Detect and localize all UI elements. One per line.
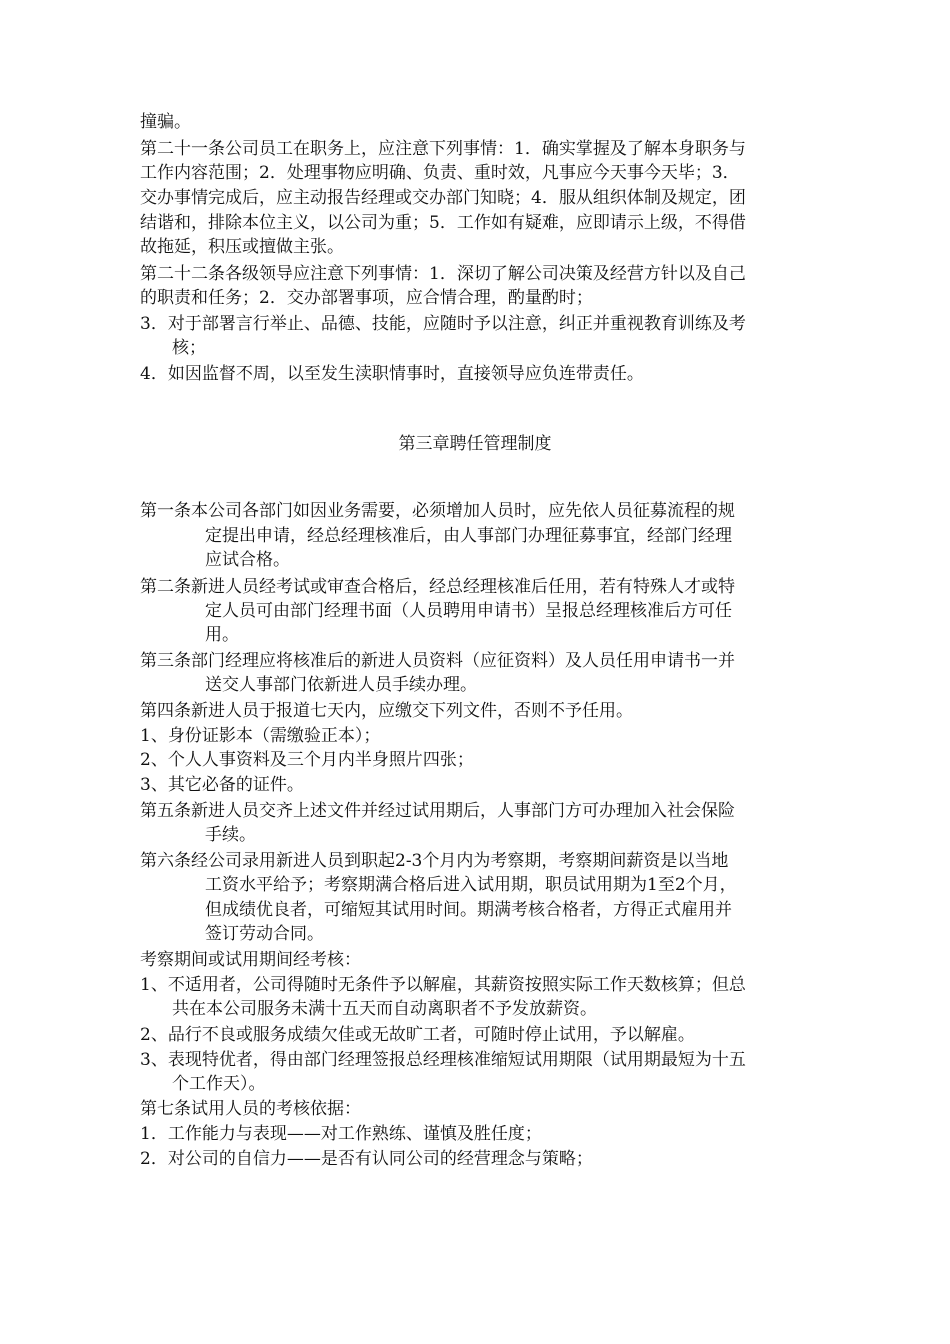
- text-line: 第二十一条公司员工在职务上，应注意下列事情：1．确实掌握及了解本身职务与: [140, 139, 746, 159]
- text-line: 1、身份证影本（需缴验正本）；: [140, 726, 381, 746]
- text-line: 1．工作能力与表现——对工作熟练、谨慎及胜任度；: [140, 1124, 542, 1144]
- chapter-title: 第三章聘任管理制度: [398, 434, 552, 454]
- text-line: 工作内容范围；2．处理事物应明确、负责、重时效，凡事应今天事今天毕；3．: [140, 163, 740, 183]
- text-line: 结谐和，排除本位主义，以公司为重；5．工作如有疑难，应即请示上级，不得借: [140, 213, 746, 233]
- text-line: 应试合格。: [205, 550, 290, 570]
- text-line: 送交人事部门依新进人员手续办理。: [205, 675, 477, 695]
- text-line: 4．如因监督不周，以至发生渎职情事时，直接领导应负连带责任。: [140, 364, 644, 384]
- text-line: 第二条新进人员经考试或审查合格后，经总经理核准后任用，若有特殊人才或特: [140, 577, 735, 597]
- text-line: 工资水平给予；考察期满合格后进入试用期，职员试用期为1至2个月，: [205, 875, 737, 895]
- text-line: 考察期间或试用期间经考核：: [140, 950, 361, 970]
- text-line: 3．对于部署言行举止、品德、技能，应随时予以注意，纠正并重视教育训练及考: [140, 314, 746, 334]
- text-line: 共在本公司服务未满十五天而自动离职者不予发放薪资。: [172, 999, 597, 1019]
- text-line: 第六条经公司录用新进人员到职起2-3个月内为考察期，考察期间薪资是以当地: [140, 851, 729, 871]
- text-line: 2、个人人事资料及三个月内半身照片四张；: [140, 750, 474, 770]
- text-line: 核；: [172, 338, 206, 358]
- text-line: 2．对公司的自信力——是否有认同公司的经营理念与策略；: [140, 1149, 593, 1169]
- text-line: 第一条本公司各部门如因业务需要，必须增加人员时，应先依人员征募流程的规: [140, 501, 735, 521]
- text-line: 第五条新进人员交齐上述文件并经过试用期后，人事部门方可办理加入社会保险: [140, 801, 735, 821]
- text-line: 第七条试用人员的考核依据：: [140, 1099, 361, 1119]
- text-line: 3、其它必备的证件。: [140, 775, 304, 795]
- text-line: 用。: [205, 625, 239, 645]
- text-line: 手续。: [205, 825, 256, 845]
- text-line: 但成绩优良者，可缩短其试用时间。期满考核合格者，方得正式雇用并: [205, 900, 732, 920]
- text-line: 定人员可由部门经理书面（人员聘用申请书）呈报总经理核准后方可任: [205, 601, 732, 621]
- text-line: 签订劳动合同。: [205, 924, 324, 944]
- text-line: 3、表现特优者，得由部门经理签报总经理核准缩短试用期限（试用期最短为十五: [140, 1050, 746, 1070]
- text-line: 第四条新进人员于报道七天内，应缴交下列文件，否则不予任用。: [140, 701, 633, 721]
- text-line: 故拖延，积压或擅做主张。: [140, 237, 344, 257]
- text-line: 2、品行不良或服务成绩欠佳或无故旷工者，可随时停止试用，予以解雇。: [140, 1025, 695, 1045]
- text-line: 的职责和任务；2．交办部署事项，应合情合理，酌量酌时；: [140, 288, 593, 308]
- text-line: 第二十二条各级领导应注意下列事情：1．深切了解公司决策及经营方针以及自己: [140, 264, 746, 284]
- text-line: 撞骗。: [140, 112, 191, 132]
- text-line: 第三条部门经理应将核准后的新进人员资料（应征资料）及人员任用申请书一并: [140, 651, 735, 671]
- text-line: 1、不适用者，公司得随时无条件予以解雇，其薪资按照实际工作天数核算；但总: [140, 975, 746, 995]
- text-line: 定提出申请，经总经理核准后，由人事部门办理征募事宜，经部门经理: [205, 526, 732, 546]
- text-line: 交办事情完成后，应主动报告经理或交办部门知晓；4．服从组织体制及规定，团: [140, 188, 746, 208]
- text-line: 个工作天）。: [172, 1074, 266, 1094]
